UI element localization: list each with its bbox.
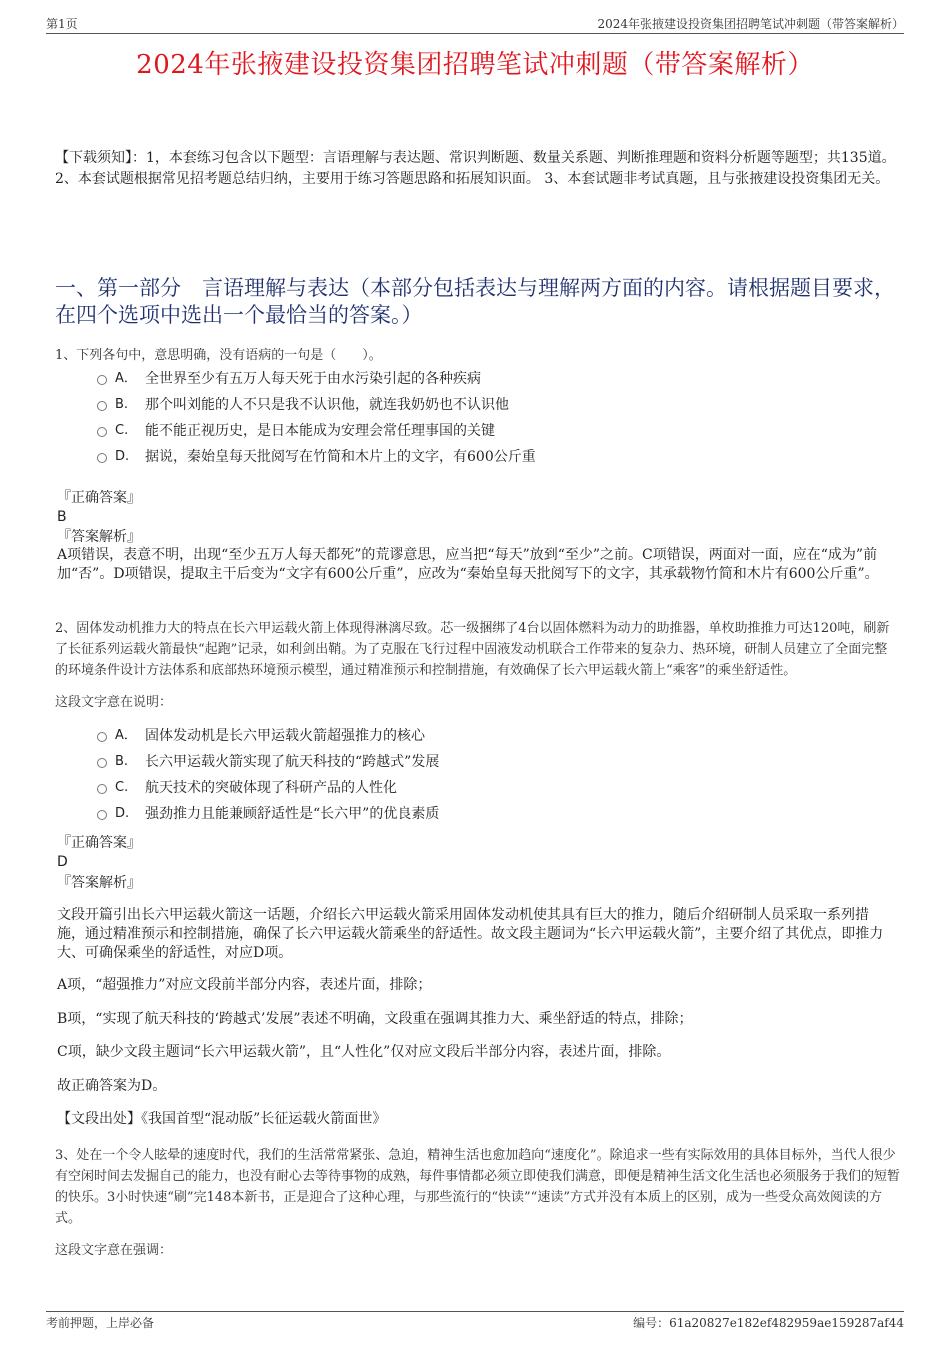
radio-icon[interactable] <box>97 810 107 820</box>
q2-option-b[interactable]: B. 长六甲运载火箭实现了航天科技的“跨越式”发展 <box>95 749 875 775</box>
q2-option-a[interactable]: A． 固体发动机是长六甲运载火箭超强推力的核心 <box>95 723 875 749</box>
footer-divider <box>46 1311 904 1312</box>
radio-icon[interactable] <box>97 784 107 794</box>
document-title: 2024年张掖建设投资集团招聘笔试冲刺题（带答案解析） <box>136 50 814 80</box>
q3-prompt: 这段文字意在强调： <box>55 1243 173 1258</box>
q1-option-c[interactable]: C. 能不能正视历史，是日本能成为安理会常任理事国的关键 <box>95 418 875 444</box>
q2-analysis-conclusion: 故正确答案为D。 <box>57 1078 167 1094</box>
radio-icon[interactable] <box>97 375 107 385</box>
radio-icon[interactable] <box>97 758 107 768</box>
q2-correct-label: 『正确答案』 <box>57 835 141 851</box>
radio-icon[interactable] <box>97 427 107 437</box>
q1-option-b[interactable]: B. 那个叫刘能的人不只是我不认识他，就连我奶奶也不认识他 <box>95 392 875 418</box>
radio-icon[interactable] <box>97 401 107 411</box>
q1-analysis-label: 『答案解析』 <box>57 529 141 545</box>
q3-stem: 3、处在一个令人眩晕的速度时代，我们的生活常常紧张、急迫，精神生活也愈加趋向“速度化”。除追求一些有实际效用的具体目标外，当代人很少有空闲时间去发掘自己的能力，也没有耐心去等待事物的成熟，每件事情都必须立即使我们满意，即便是精神生活文化生活也必须服务于我们的短暂的快乐。3小时快速“刷”完148本新书，正是迎合了这种心理，与那些流行的“快读”“速读”方式并没有本质上的区别，成为一些受众高效阅读的方式。 <box>55 1148 901 1226</box>
q2-analysis-summary: 文段开篇引出长六甲运载火箭这一话题，介绍长六甲运载火箭采用固体发动机使其具有巨大的推力，随后介绍研制人员采取一系列措施，通过精准预示和控制措施，确保了长六甲运载火箭乘坐的舒适性。故文段主题词为“长六甲运载火箭”，主要介绍了其优点，即推力大、可确保乘坐的舒适性，对应D项。 <box>57 907 884 961</box>
download-notice: 【下载须知】：1，本套练习包含以下题型：言语理解与表达题、常识判断题、数量关系题、判断推理题和资料分析题等题型；共135道。 2、本套试题根据常见招考题总结归纳，主要用于练习答题思路和拓展知识面。 3、本套试题非考试真题，且与张掖建设投资集团无关。 <box>55 150 896 187</box>
q2-option-c[interactable]: C. 航天技术的突破体现了科研产品的人性化 <box>95 775 875 801</box>
q1-analysis: A项错误，表意不明，出现“至少五万人每天都死”的荒谬意思，应当把“每天”放到“至少”之前。C项错误，两面对一面，应在“成为”前加“否”。D项错误，提取主干后变为“文字有600公斤重”，应改为“秦始皇每天批阅写下的文字，其承载物竹简和木片有600公斤重”。 <box>57 547 879 582</box>
q2-analysis-a: A项，“超强推力”对应文段前半部分内容，表述片面，排除； <box>57 977 432 993</box>
q2-analysis-label: 『答案解析』 <box>57 875 141 891</box>
q1-stem: 1、下列各句中，意思明确，没有语病的一句是（ ）。 <box>55 348 382 363</box>
page-number: 第1页 <box>46 17 78 31</box>
q2-stem: 2、固体发动机推力大的特点在长六甲运载火箭上体现得淋漓尽致。芯一级捆绑了4台以固体燃料为动力的助推器，单枚助推推力可达120吨，刷新了长征系列运载火箭最快“起跑”记录，如利剑出鞘。为了克服在飞行过程中固液发动机联合工作带来的复杂力、热环境，研制人员建立了全面完整的环境条件设计方法体系和底部热环境预示模型，通过精准预示和控制措施，有效确保了长六甲运载火箭上“乘客”的乘坐舒适性。 <box>55 621 890 678</box>
radio-icon[interactable] <box>97 453 107 463</box>
q2-source: 【文段出处】《我国首型“混动版”长征运载火箭面世》 <box>57 1111 387 1127</box>
footer-doc-id: 编号：61a20827e182ef482959ae159287af44 <box>633 1316 904 1330</box>
header-divider <box>46 33 904 34</box>
q1-answer: B <box>57 509 67 525</box>
q1-options <box>95 366 875 470</box>
q2-analysis-c: C项，缺少文段主题词“长六甲运载火箭”，且“人性化”仅对应文段后半部分内容，表述片面，排除。 <box>57 1044 671 1060</box>
q1-correct-label: 『正确答案』 <box>57 490 141 506</box>
q2-analysis-b: B项，“实现了航天科技的‘跨越式’发展”表述不明确，文段重在强调其推力大、乘坐舒适的特点，排除； <box>57 1011 693 1027</box>
radio-icon[interactable] <box>97 732 107 742</box>
q2-option-d[interactable]: D. 强劲推力且能兼顾舒适性是“长六甲”的优良素质 <box>95 801 875 827</box>
section-heading: 一、第一部分 言语理解与表达（本部分包括表达与理解两方面的内容。请根据题目要求，在四个选项中选出一个最恰当的答案。） <box>55 276 895 327</box>
q2-prompt: 这段文字意在说明： <box>55 695 173 710</box>
q2-answer: D <box>57 854 68 870</box>
q2-options <box>95 723 875 827</box>
q1-option-a[interactable]: A． 全世界至少有五万人每天死于由水污染引起的各种疾病 <box>95 366 875 392</box>
header-doc-title: 2024年张掖建设投资集团招聘笔试冲刺题（带答案解析） <box>597 17 904 31</box>
q1-option-d[interactable]: D. 据说，秦始皇每天批阅写在竹简和木片上的文字，有600公斤重 <box>95 444 875 470</box>
footer-slogan: 考前押题，上岸必备 <box>46 1316 155 1330</box>
